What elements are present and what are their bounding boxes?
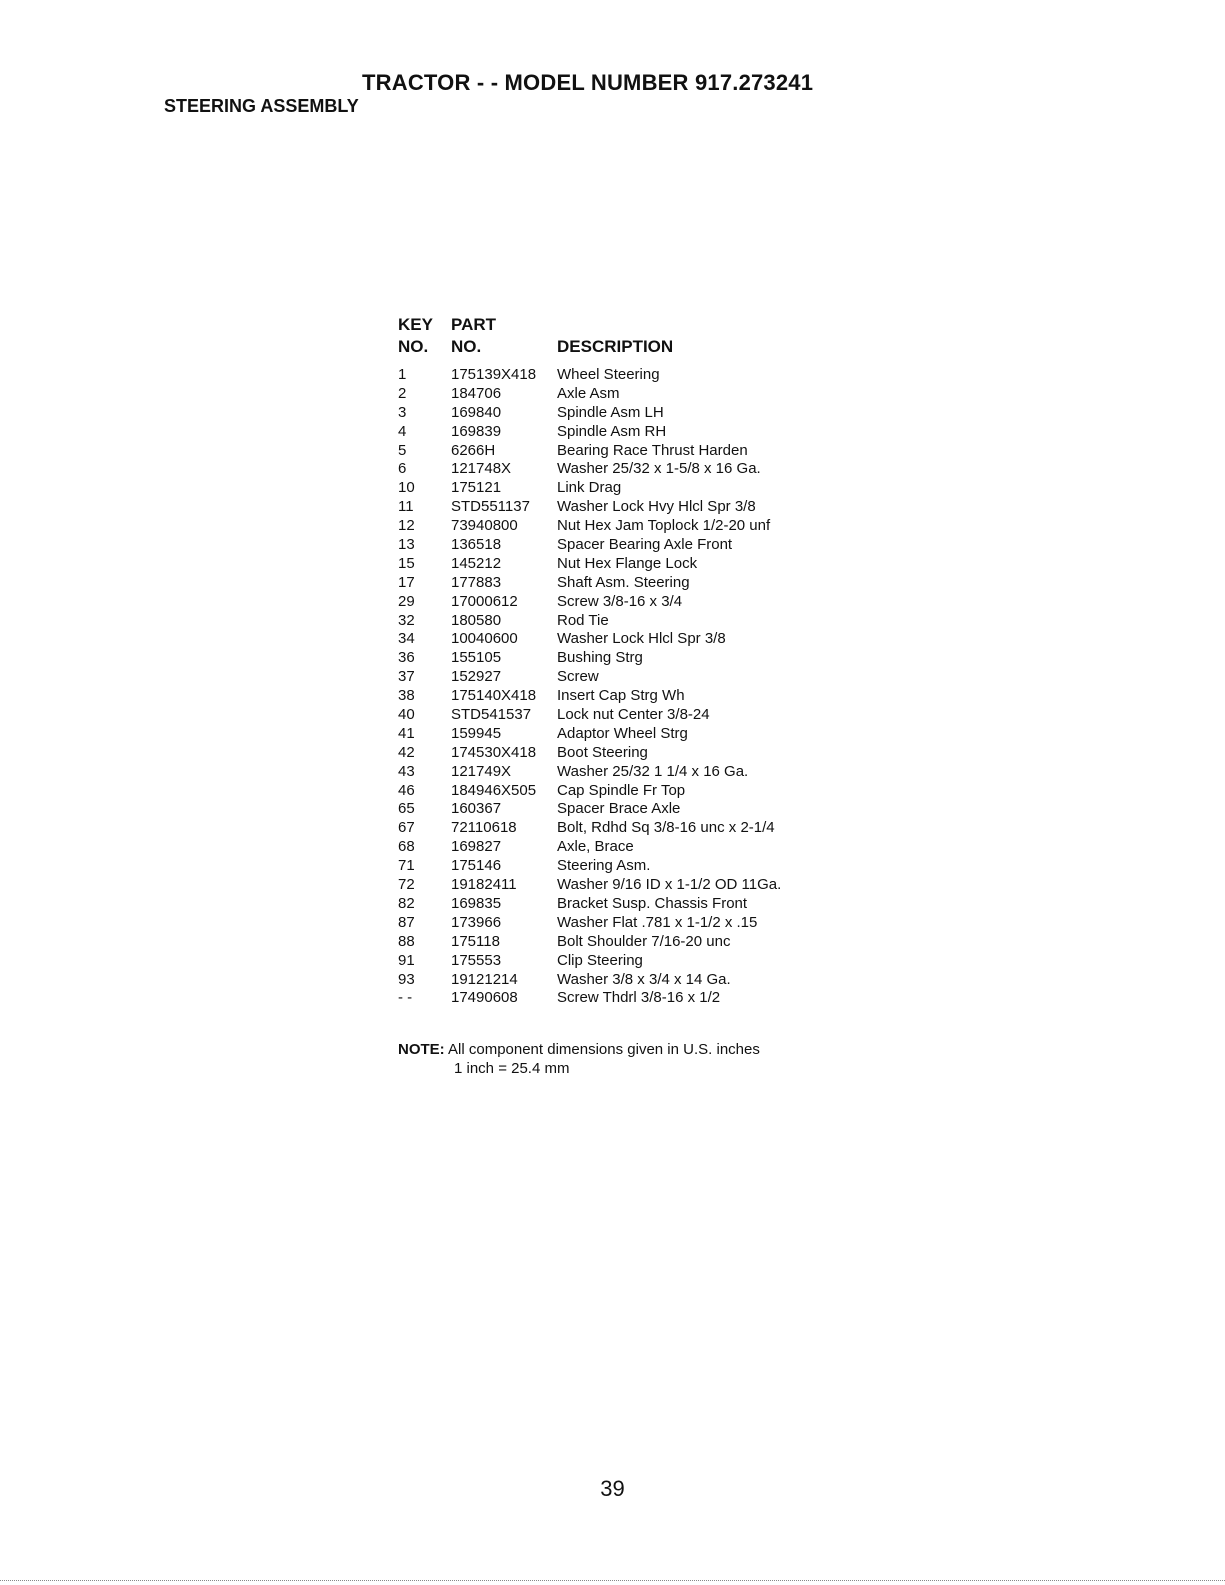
row-description: Washer 25/32 x 1-5/8 x 16 Ga. xyxy=(557,460,761,478)
note-text-1: All component dimensions given in U.S. inches xyxy=(448,1041,760,1058)
page-number: 39 xyxy=(600,1476,625,1501)
row-part-number: 121748X xyxy=(451,460,512,478)
row-part-number: 175553 xyxy=(451,951,502,969)
row-part-number: 169827 xyxy=(451,838,502,856)
row-part-number: 73940800 xyxy=(451,517,518,535)
row-key: 6 xyxy=(398,460,407,478)
row-part-number: 121749X xyxy=(451,762,512,780)
row-description: Cap Spindle Fr Top xyxy=(557,781,686,799)
row-description: Bushing Strg xyxy=(557,649,643,667)
table-header-row-bottom xyxy=(398,336,857,358)
row-part-number: 19121214 xyxy=(451,970,518,988)
row-key: 12 xyxy=(398,517,415,535)
note-line-1 xyxy=(398,1040,760,1059)
row-key: 15 xyxy=(398,554,415,572)
row-key: 46 xyxy=(398,781,415,799)
row-description: Link Drag xyxy=(557,479,622,497)
note-label: NOTE: xyxy=(398,1041,445,1058)
table-row xyxy=(398,933,857,952)
row-key: 29 xyxy=(398,592,415,610)
row-key: 93 xyxy=(398,970,415,988)
row-part-number: 6266H xyxy=(451,441,496,459)
row-description: Spindle Asm LH xyxy=(557,403,664,421)
bottom-divider xyxy=(0,1580,1225,1583)
table-row xyxy=(398,876,857,895)
row-part-number: STD541537 xyxy=(451,706,532,724)
row-key: 1 xyxy=(398,366,407,383)
row-description: Washer 3/8 x 3/4 x 14 Ga. xyxy=(557,970,731,988)
table-row xyxy=(398,423,857,442)
table-row xyxy=(398,536,857,555)
header-part: PART xyxy=(451,315,497,334)
table-header-row-top xyxy=(398,314,857,336)
table-row xyxy=(398,649,857,668)
row-description: Washer 9/16 ID x 1-1/2 OD 11Ga. xyxy=(557,876,782,894)
row-key: 40 xyxy=(398,706,415,724)
table-row xyxy=(398,725,857,744)
row-part-number: 175118 xyxy=(451,932,500,950)
row-part-number: 180580 xyxy=(451,611,502,629)
row-part-number: 169835 xyxy=(451,894,502,912)
table-row xyxy=(398,687,857,706)
table-row xyxy=(398,744,857,763)
row-description: Bracket Susp. Chassis Front xyxy=(557,894,748,912)
row-description: Washer 25/32 1 1/4 x 16 Ga. xyxy=(557,762,749,780)
row-key: 36 xyxy=(398,649,415,667)
row-part-number: 175140X418 xyxy=(451,687,537,705)
row-key: 41 xyxy=(398,724,415,742)
row-part-number: 175146 xyxy=(451,857,502,875)
row-description: Adaptor Wheel Strg xyxy=(557,724,688,742)
row-key: 91 xyxy=(398,951,415,969)
table-row xyxy=(398,593,857,612)
row-description: Axle Asm xyxy=(557,384,620,402)
row-key: 82 xyxy=(398,894,415,912)
row-description: Axle, Brace xyxy=(557,838,634,856)
row-key: 37 xyxy=(398,668,415,686)
row-description: Nut Hex Jam Toplock 1/2-20 unf xyxy=(557,517,771,535)
row-key: 32 xyxy=(398,611,415,629)
row-key: 4 xyxy=(398,422,407,440)
row-part-number: 10040600 xyxy=(451,630,518,648)
row-key: 65 xyxy=(398,800,415,818)
header-key-no: NO. xyxy=(398,337,429,356)
row-description: Steering Asm. xyxy=(557,857,651,875)
row-part-number: 175139X418 xyxy=(451,366,537,383)
row-description: Rod Tie xyxy=(557,611,609,629)
row-key: 42 xyxy=(398,743,415,761)
row-description: Clip Steering xyxy=(557,951,643,969)
table-row xyxy=(398,574,857,593)
row-part-number: 184706 xyxy=(451,384,502,402)
row-description: Wheel Steering xyxy=(557,366,660,383)
row-key: 17 xyxy=(398,573,415,591)
document-title: TRACTOR - - MODEL NUMBER 917.273241 xyxy=(362,70,814,95)
row-key: 38 xyxy=(398,687,415,705)
table-row xyxy=(398,442,857,461)
row-key: 43 xyxy=(398,762,415,780)
row-part-number: 159945 xyxy=(451,724,502,742)
row-key: 5 xyxy=(398,441,407,459)
row-description: Bearing Race Thrust Harden xyxy=(557,441,748,459)
row-key: 68 xyxy=(398,838,415,856)
table-row xyxy=(398,914,857,933)
row-description: Spacer Bearing Axle Front xyxy=(557,536,733,554)
row-part-number: 174530X418 xyxy=(451,743,537,761)
table-row xyxy=(398,800,857,819)
table-row xyxy=(398,895,857,914)
row-key: 67 xyxy=(398,819,415,837)
row-description: Nut Hex Flange Lock xyxy=(557,554,698,572)
row-description: Screw xyxy=(557,668,599,686)
row-description: Screw Thdrl 3/8-16 x 1/2 xyxy=(557,989,721,1007)
row-description: Spindle Asm RH xyxy=(557,422,667,440)
section-title: STEERING ASSEMBLY xyxy=(164,96,359,116)
row-description: Washer Lock Hvy Hlcl Spr 3/8 xyxy=(557,498,756,516)
row-description: Washer Flat .781 x 1-1/2 x .15 xyxy=(557,913,758,931)
table-row xyxy=(398,498,857,517)
table-row xyxy=(398,668,857,687)
row-description: Spacer Brace Axle xyxy=(557,800,681,818)
row-key: 2 xyxy=(398,384,407,402)
table-row xyxy=(398,460,857,479)
row-part-number: 160367 xyxy=(451,800,502,818)
row-part-number: STD551137 xyxy=(451,498,530,516)
row-key: 71 xyxy=(398,857,415,875)
row-key: 11 xyxy=(398,498,414,516)
note-text-2: 1 inch = 25.4 mm xyxy=(454,1060,570,1077)
row-part-number: 169840 xyxy=(451,403,502,421)
row-part-number: 173966 xyxy=(451,913,502,931)
table-row xyxy=(398,989,857,1008)
table-row xyxy=(398,479,857,498)
row-part-number: 177883 xyxy=(451,573,502,591)
row-description: Lock nut Center 3/8-24 xyxy=(557,706,710,724)
row-part-number: 136518 xyxy=(451,536,502,554)
table-row xyxy=(398,555,857,574)
table-row xyxy=(398,838,857,857)
row-key: 10 xyxy=(398,479,415,497)
header-desc-top xyxy=(557,314,857,336)
row-part-number: 184946X505 xyxy=(451,781,537,799)
row-part-number: 17490608 xyxy=(451,989,518,1007)
row-part-number: 19182411 xyxy=(451,876,517,894)
row-description: Boot Steering xyxy=(557,743,648,761)
table-body xyxy=(398,366,857,1008)
row-key: 87 xyxy=(398,913,415,931)
row-key: 3 xyxy=(398,403,407,421)
table-row xyxy=(398,366,857,385)
table-row xyxy=(398,763,857,782)
row-key: 88 xyxy=(398,932,415,950)
note-block xyxy=(398,1040,760,1078)
header-part-no: NO. xyxy=(451,337,482,356)
table-row xyxy=(398,706,857,725)
table-row xyxy=(398,952,857,971)
table-row xyxy=(398,630,857,649)
row-part-number: 72110618 xyxy=(451,819,517,837)
row-description: Washer Lock Hlcl Spr 3/8 xyxy=(557,630,726,648)
row-part-number: 17000612 xyxy=(451,592,518,610)
table-row xyxy=(398,971,857,990)
row-description: Screw 3/8-16 x 3/4 xyxy=(557,592,683,610)
table-row xyxy=(398,819,857,838)
table-row xyxy=(398,385,857,404)
row-description: Bolt Shoulder 7/16-20 unc xyxy=(557,932,731,950)
row-part-number: 169839 xyxy=(451,422,502,440)
row-description: Shaft Asm. Steering xyxy=(557,573,690,591)
row-part-number: 155105 xyxy=(451,649,502,667)
header-key: KEY xyxy=(398,315,433,334)
row-key: 13 xyxy=(398,536,415,554)
header-description: DESCRIPTION xyxy=(557,337,674,356)
row-part-number: 152927 xyxy=(451,668,502,686)
row-description: Insert Cap Strg Wh xyxy=(557,687,685,705)
row-key: 34 xyxy=(398,630,415,648)
row-key: 72 xyxy=(398,876,415,894)
row-key: - - xyxy=(398,989,413,1007)
parts-table xyxy=(398,314,857,1008)
row-part-number: 175121 xyxy=(451,479,502,497)
table-row xyxy=(398,517,857,536)
row-part-number: 145212 xyxy=(451,554,502,572)
table-row xyxy=(398,857,857,876)
table-row xyxy=(398,782,857,801)
table-row xyxy=(398,612,857,631)
row-description: Bolt, Rdhd Sq 3/8-16 unc x 2-1/4 xyxy=(557,819,775,837)
table-row xyxy=(398,404,857,423)
